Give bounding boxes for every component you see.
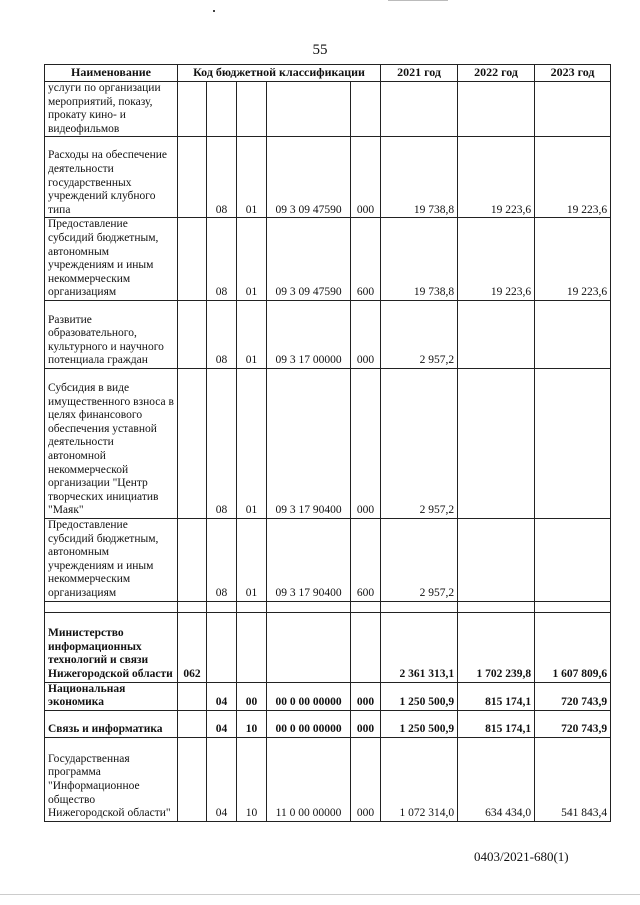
row-name: Связь и информатика xyxy=(45,710,178,737)
ministry-code xyxy=(178,82,207,137)
section-code: 08 xyxy=(207,300,237,368)
expense-code: 000 xyxy=(351,368,381,518)
value-2023: 1 607 809,6 xyxy=(535,612,611,682)
value-2022: 815 174,1 xyxy=(458,682,535,710)
value-2021: 1 250 500,9 xyxy=(381,682,458,710)
ministry-code xyxy=(178,682,207,710)
row-name: услуги по организации мероприятий, показу, прокату кино- и видеофильмов xyxy=(45,82,178,137)
ministry-code xyxy=(178,218,207,301)
section-code: 08 xyxy=(207,218,237,301)
target-code: 09 3 17 00000 xyxy=(267,300,351,368)
scan-edge-line xyxy=(388,0,448,1)
ministry-code: 062 xyxy=(178,612,207,682)
table-row xyxy=(45,368,611,518)
value-2023: 720 743,9 xyxy=(535,682,611,710)
subsection-code: 01 xyxy=(237,300,267,368)
value-2023 xyxy=(535,601,611,612)
section-code: 08 xyxy=(207,368,237,518)
table-row xyxy=(45,612,611,682)
table-row xyxy=(45,218,611,301)
value-2021: 2 361 313,1 xyxy=(381,612,458,682)
subsection-code xyxy=(237,82,267,137)
section-code: 04 xyxy=(207,737,237,821)
ministry-code xyxy=(178,710,207,737)
value-2022 xyxy=(458,82,535,137)
subsection-code: 00 xyxy=(237,682,267,710)
budget-table xyxy=(44,64,611,822)
target-code: 11 0 00 00000 xyxy=(267,737,351,821)
section-code xyxy=(207,612,237,682)
scan-speck xyxy=(213,10,215,12)
value-2023 xyxy=(535,82,611,137)
subsection-code: 10 xyxy=(237,710,267,737)
section-code: 08 xyxy=(207,137,237,218)
value-2021: 1 250 500,9 xyxy=(381,710,458,737)
value-2022: 634 434,0 xyxy=(458,737,535,821)
table-row xyxy=(45,82,611,137)
expense-code xyxy=(351,82,381,137)
target-code xyxy=(267,601,351,612)
ministry-code xyxy=(178,137,207,218)
row-name: Национальная экономика xyxy=(45,682,178,710)
expense-code: 000 xyxy=(351,710,381,737)
table-row xyxy=(45,300,611,368)
expense-code: 600 xyxy=(351,218,381,301)
row-name xyxy=(45,601,178,612)
page-number: 55 xyxy=(312,42,328,58)
subsection-code: 01 xyxy=(237,368,267,518)
section-code xyxy=(207,82,237,137)
scan-bottom-line xyxy=(0,894,640,895)
target-code: 09 3 17 90400 xyxy=(267,518,351,601)
target-code: 09 3 17 90400 xyxy=(267,368,351,518)
expense-code: 600 xyxy=(351,518,381,601)
target-code xyxy=(267,612,351,682)
value-2022: 19 223,6 xyxy=(458,137,535,218)
table-row xyxy=(45,710,611,737)
value-2023: 19 223,6 xyxy=(535,137,611,218)
expense-code: 000 xyxy=(351,737,381,821)
subsection-code xyxy=(237,612,267,682)
value-2023 xyxy=(535,300,611,368)
ministry-code xyxy=(178,601,207,612)
ministry-code xyxy=(178,737,207,821)
value-2023: 720 743,9 xyxy=(535,710,611,737)
header-2021: 2021 год xyxy=(381,65,458,82)
row-name: Развитие образовательного, культурного и научного потенциала граждан xyxy=(45,300,178,368)
row-name: Расходы на обеспечение деятельности государственных учреждений клубного типа xyxy=(45,137,178,218)
header-code: Код бюджетной классификации xyxy=(178,65,381,82)
ministry-code xyxy=(178,368,207,518)
expense-code xyxy=(351,601,381,612)
table-row xyxy=(45,518,611,601)
value-2022: 1 702 239,8 xyxy=(458,612,535,682)
section-code xyxy=(207,601,237,612)
value-2023 xyxy=(535,518,611,601)
ministry-code xyxy=(178,300,207,368)
value-2021: 2 957,2 xyxy=(381,368,458,518)
value-2021: 2 957,2 xyxy=(381,518,458,601)
header-2022: 2022 год xyxy=(458,65,535,82)
value-2023 xyxy=(535,368,611,518)
row-name: Государственная программа "Информационное общество Нижегородской области" xyxy=(45,737,178,821)
value-2022 xyxy=(458,518,535,601)
subsection-code: 01 xyxy=(237,518,267,601)
value-2022 xyxy=(458,368,535,518)
ministry-code xyxy=(178,518,207,601)
expense-code: 000 xyxy=(351,137,381,218)
row-name: Предоставление субсидий бюджетным, автономным учреждениям и иным некоммерческим организациям xyxy=(45,218,178,301)
section-code: 08 xyxy=(207,518,237,601)
subsection-code xyxy=(237,601,267,612)
target-code: 09 3 09 47590 xyxy=(267,137,351,218)
expense-code: 000 xyxy=(351,682,381,710)
subsection-code: 10 xyxy=(237,737,267,821)
value-2021 xyxy=(381,601,458,612)
value-2022 xyxy=(458,601,535,612)
value-2023: 19 223,6 xyxy=(535,218,611,301)
target-code: 00 0 00 00000 xyxy=(267,682,351,710)
row-name: Предоставление субсидий бюджетным, автономным учреждениям и иным некоммерческим организациям xyxy=(45,518,178,601)
value-2021: 19 738,8 xyxy=(381,218,458,301)
target-code: 00 0 00 00000 xyxy=(267,710,351,737)
value-2021: 2 957,2 xyxy=(381,300,458,368)
table-row xyxy=(45,682,611,710)
subsection-code: 01 xyxy=(237,137,267,218)
table-row xyxy=(45,137,611,218)
section-code: 04 xyxy=(207,710,237,737)
header-name: Наименование xyxy=(45,65,178,82)
target-code xyxy=(267,82,351,137)
target-code: 09 3 09 47590 xyxy=(267,218,351,301)
value-2021 xyxy=(381,82,458,137)
row-name: Министерство информационных технологий и связи Нижегородской области xyxy=(45,612,178,682)
value-2022: 815 174,1 xyxy=(458,710,535,737)
value-2023: 541 843,4 xyxy=(535,737,611,821)
document-code: 0403/2021-680(1) xyxy=(474,849,569,864)
expense-code: 000 xyxy=(351,300,381,368)
value-2022: 19 223,6 xyxy=(458,218,535,301)
section-code: 04 xyxy=(207,682,237,710)
value-2021: 1 072 314,0 xyxy=(381,737,458,821)
table-header-row xyxy=(45,65,611,82)
header-2023: 2023 год xyxy=(535,65,611,82)
table-body xyxy=(45,82,611,822)
row-name: Субсидия в виде имущественного взноса в целях финансового обеспечения уставной деятельности автономной некоммерческой организации "Центр творческих инициатив "Маяк" xyxy=(45,368,178,518)
value-2021: 19 738,8 xyxy=(381,137,458,218)
table-row xyxy=(45,601,611,612)
table-row xyxy=(45,737,611,821)
subsection-code: 01 xyxy=(237,218,267,301)
expense-code xyxy=(351,612,381,682)
value-2022 xyxy=(458,300,535,368)
